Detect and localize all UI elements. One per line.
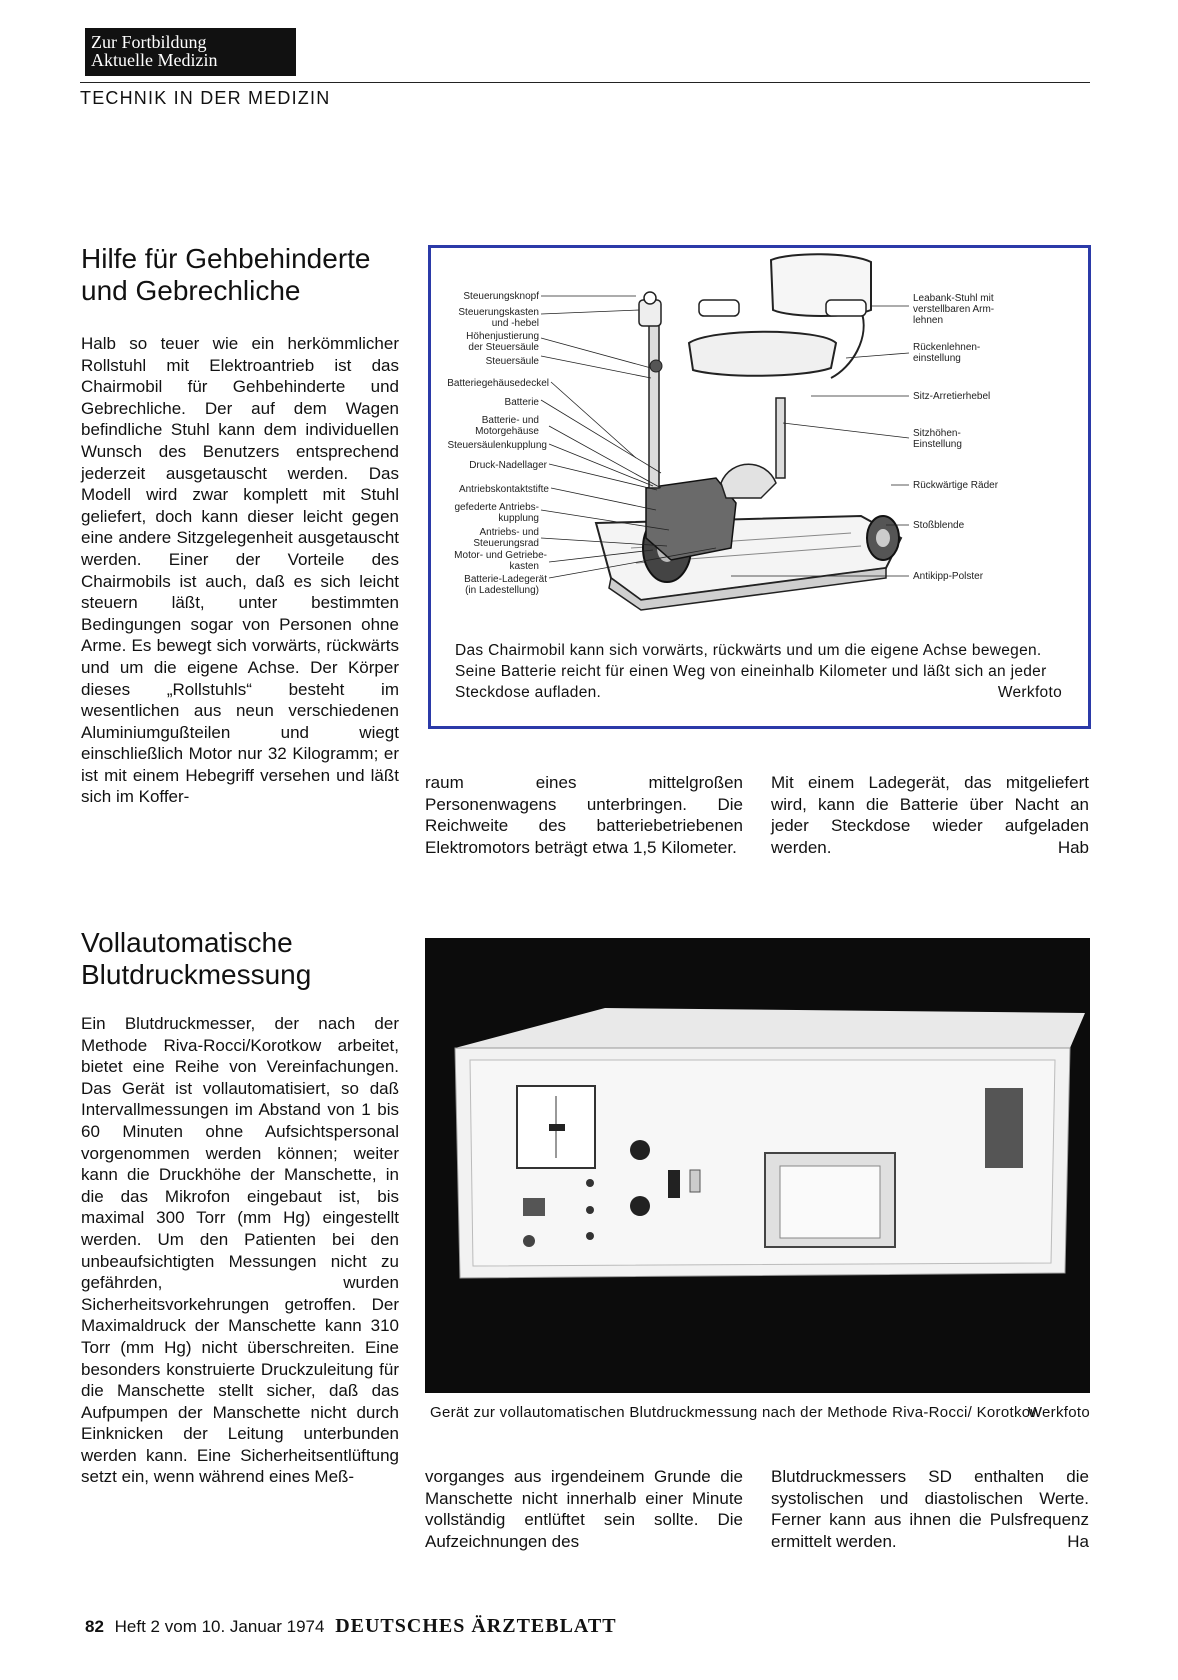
label-sitz-arretierhebel: Sitz-Arretierhebel	[913, 391, 991, 402]
article2-title-line2: Blutdruckmessung	[81, 959, 312, 990]
device-caption	[430, 1403, 1090, 1423]
article1-col2-text: raum eines mittelgroßen Personenwagens unterbringen. Die Reichweite des batteriebetriebenen Elektromotors beträgt etwa 1,5 Kilometer.	[425, 773, 743, 857]
magazine-name: DEUTSCHES ÄRZTEBLATT	[335, 1615, 617, 1637]
label-druck-nadellager: Druck-Nadellager	[469, 460, 547, 471]
label-hoehenjustierung: Höhenjustierung	[466, 331, 539, 342]
label-steuersaeule: Steuersäule	[485, 356, 539, 367]
device-credit: Werkfoto	[1027, 1404, 1090, 1421]
label-steuerungsrad: Steuerungsrad	[473, 538, 539, 549]
article2-column-3	[771, 1466, 1089, 1552]
article1-title	[81, 243, 371, 307]
badge-line-1: Zur Fortbildung	[91, 32, 207, 52]
label-der-steuersaeule: der Steuersäule	[468, 342, 539, 353]
article2-signature: Ha	[1067, 1531, 1089, 1551]
device-illustration	[425, 938, 1090, 1393]
article1-title-line2: und Gebrechliche	[81, 275, 301, 306]
chairmobil-caption	[455, 640, 1062, 703]
chairmobil-caption-text: Das Chairmobil kann sich vorwärts, rückwärts und um die eigene Achse bewegen. Seine Batterie reicht für einen Weg von eineinhalb Kilometer und läßt sich an jeder Steckdose aufladen.	[455, 642, 1047, 701]
article1-col1-text: Halb so teuer wie ein herkömmlicher Rollstuhl mit Elektroantrieb ist das Chairmobil für Gehbehinderte und Gebrechliche. Der auf dem Wagen befindliche Stuhl kann dem individuellen Wunsch des Benutzers entsprechend jederzeit ausgetauscht werden. Das Modell wird zwar komplett mit Stuhl geliefert, doch kann dieser leicht gegen eine andere Sitzgelegenheit ausgetauscht werden. Einer der Vorteile des Chairmobils ist auch, daß es sich leicht steuern läßt, unter bestimmten Bedingungen sogar von Personen ohne Arme. Es bewegt sich vorwärts, rückwärts und um die eigene Achse. Der Körper dieses „Rollstuhls“ besteht im wesentlichen aus neun verschiedenen Aluminiumgußteilen und wiegt einschließlich Motor nur 32 Kilogramm; er ist mit einem Hebegriff versehen und läßt sich im Koffer-	[81, 334, 399, 807]
label-kupplung: kupplung	[498, 513, 539, 524]
page-footer	[85, 1615, 617, 1638]
article2-column-2	[425, 1466, 743, 1552]
article2-title-line1: Vollautomatische	[81, 927, 293, 958]
label-batterie-ladegeraet: Batterie-Ladegerät	[464, 574, 547, 585]
label-in-ladestellung: (in Ladestellung)	[465, 585, 539, 596]
label-lehnen: lehnen	[913, 315, 944, 326]
section-label: TECHNIK IN DER MEDIZIN	[80, 88, 331, 108]
issue-info: Heft 2 vom 10. Januar 1974	[114, 1617, 325, 1636]
article1-title-line1: Hilfe für Gehbehinderte	[81, 243, 371, 274]
page-number: 82	[85, 1617, 104, 1636]
article2-col3-text	[771, 1466, 1089, 1552]
label-batteriegehaeusedeckel: Batteriegehäusedeckel	[447, 378, 549, 389]
article1-col3-text	[771, 772, 1089, 858]
label-batterie-und: Batterie- und	[481, 415, 539, 426]
label-antikipp-polster: Antikipp-Polster	[913, 571, 984, 582]
article2-title	[81, 927, 311, 991]
label-stossblende: Stoßblende	[913, 520, 965, 531]
label-motor-und-getriebe: Motor- und Getriebe-	[454, 550, 547, 561]
chairmobil-credit: Werkfoto	[997, 684, 1062, 701]
article1-column-1	[81, 333, 399, 808]
article1-col3-body: Mit einem Ladegerät, das mitgeliefert wird, kann die Batterie über Nacht an jeder Steckdose wieder aufgeladen werden.	[771, 773, 1089, 857]
article2-col2-text: vorganges aus irgendeinem Grunde die Manschette nicht innerhalb einer Minute vollständig entlüftet sein sollte. Die Aufzeichnungen des	[425, 1467, 743, 1551]
label-rueckenlehnen: Rückenlehnen-	[913, 342, 981, 353]
badge-line-2: Aktuelle Medizin	[91, 50, 218, 70]
article1-column-2	[425, 772, 743, 858]
article2-col3-body: Blutdruckmessers SD enthalten die systolischen und diastolischen Werte. Ferner kann aus ihnen die Pulsfrequenz ermittelt werden.	[771, 1467, 1089, 1551]
article1-signature: Hab	[1057, 837, 1089, 857]
header-rule	[80, 82, 1090, 83]
section-badge	[85, 28, 296, 76]
label-rueckwaertige-raeder: Rückwärtige Räder	[913, 480, 999, 491]
article2-col1-text: Ein Blutdruckmesser, der nach der Methode Riva-Rocci/Korotkow arbeitet, bietet eine Reihe von Vereinfachungen. Das Gerät ist vollautomatisiert, so daß Intervallmessungen im Abstand von 1 bis 60 Minuten ohne Aufsichtspersonal vorgenommen werden können; weiter kann die Druckhöhe der Manschette, in die das Mikrofon eingebaut ist, bis maximal 300 Torr (mm Hg) eingestellt werden. Um den Patienten bei den unbeaufsichtigten Messungen nicht zu gefährden, wurden Sicherheitsvorkehrungen getroffen. Der Maximaldruck der Manschette kann 310 Torr (mm Hg) nicht überschreiten. Eine besonders konstruierte Druckzuleitung für die Manschette stellt sicher, daß das Aufpumpen der Manschette nicht durch Einknicken der Leitung unterbunden werden kann. Eine Sicherheitsentlüftung setzt ein, wenn während eines Meß-	[81, 1014, 399, 1487]
label-motorgehaeuse: Motorgehäuse	[475, 426, 539, 437]
label-und-hebel: und -hebel	[491, 318, 539, 329]
label-kasten: kasten	[509, 561, 539, 572]
label-batterie: Batterie	[504, 397, 539, 408]
label-leabank-stuhl: Leabank-Stuhl mit	[913, 293, 994, 304]
label-antriebskontaktstifte: Antriebskontaktstifte	[458, 484, 549, 495]
label-steuerungsknopf: Steuerungsknopf	[463, 291, 539, 302]
article2-column-1	[81, 1013, 399, 1488]
label-steuersaeulenkupplung: Steuersäulenkupplung	[447, 440, 547, 451]
label-gefederte-antriebs: gefederte Antriebs-	[454, 502, 539, 513]
label-einstellung-2: Einstellung	[913, 439, 962, 450]
blood-pressure-device-photo	[425, 938, 1090, 1393]
label-verstellbaren-arm: verstellbaren Arm-	[913, 304, 995, 315]
device-caption-text: Gerät zur vollautomatischen Blutdruckmessung nach der Methode Riva-Rocci/ Korotkow	[430, 1404, 1042, 1421]
label-steuerungskasten: Steuerungskasten	[458, 307, 539, 318]
label-sitzhoehen: Sitzhöhen-	[913, 428, 961, 439]
label-antriebs-und: Antriebs- und	[479, 527, 539, 538]
label-einstellung: einstellung	[913, 353, 961, 364]
article1-column-3	[771, 772, 1089, 858]
